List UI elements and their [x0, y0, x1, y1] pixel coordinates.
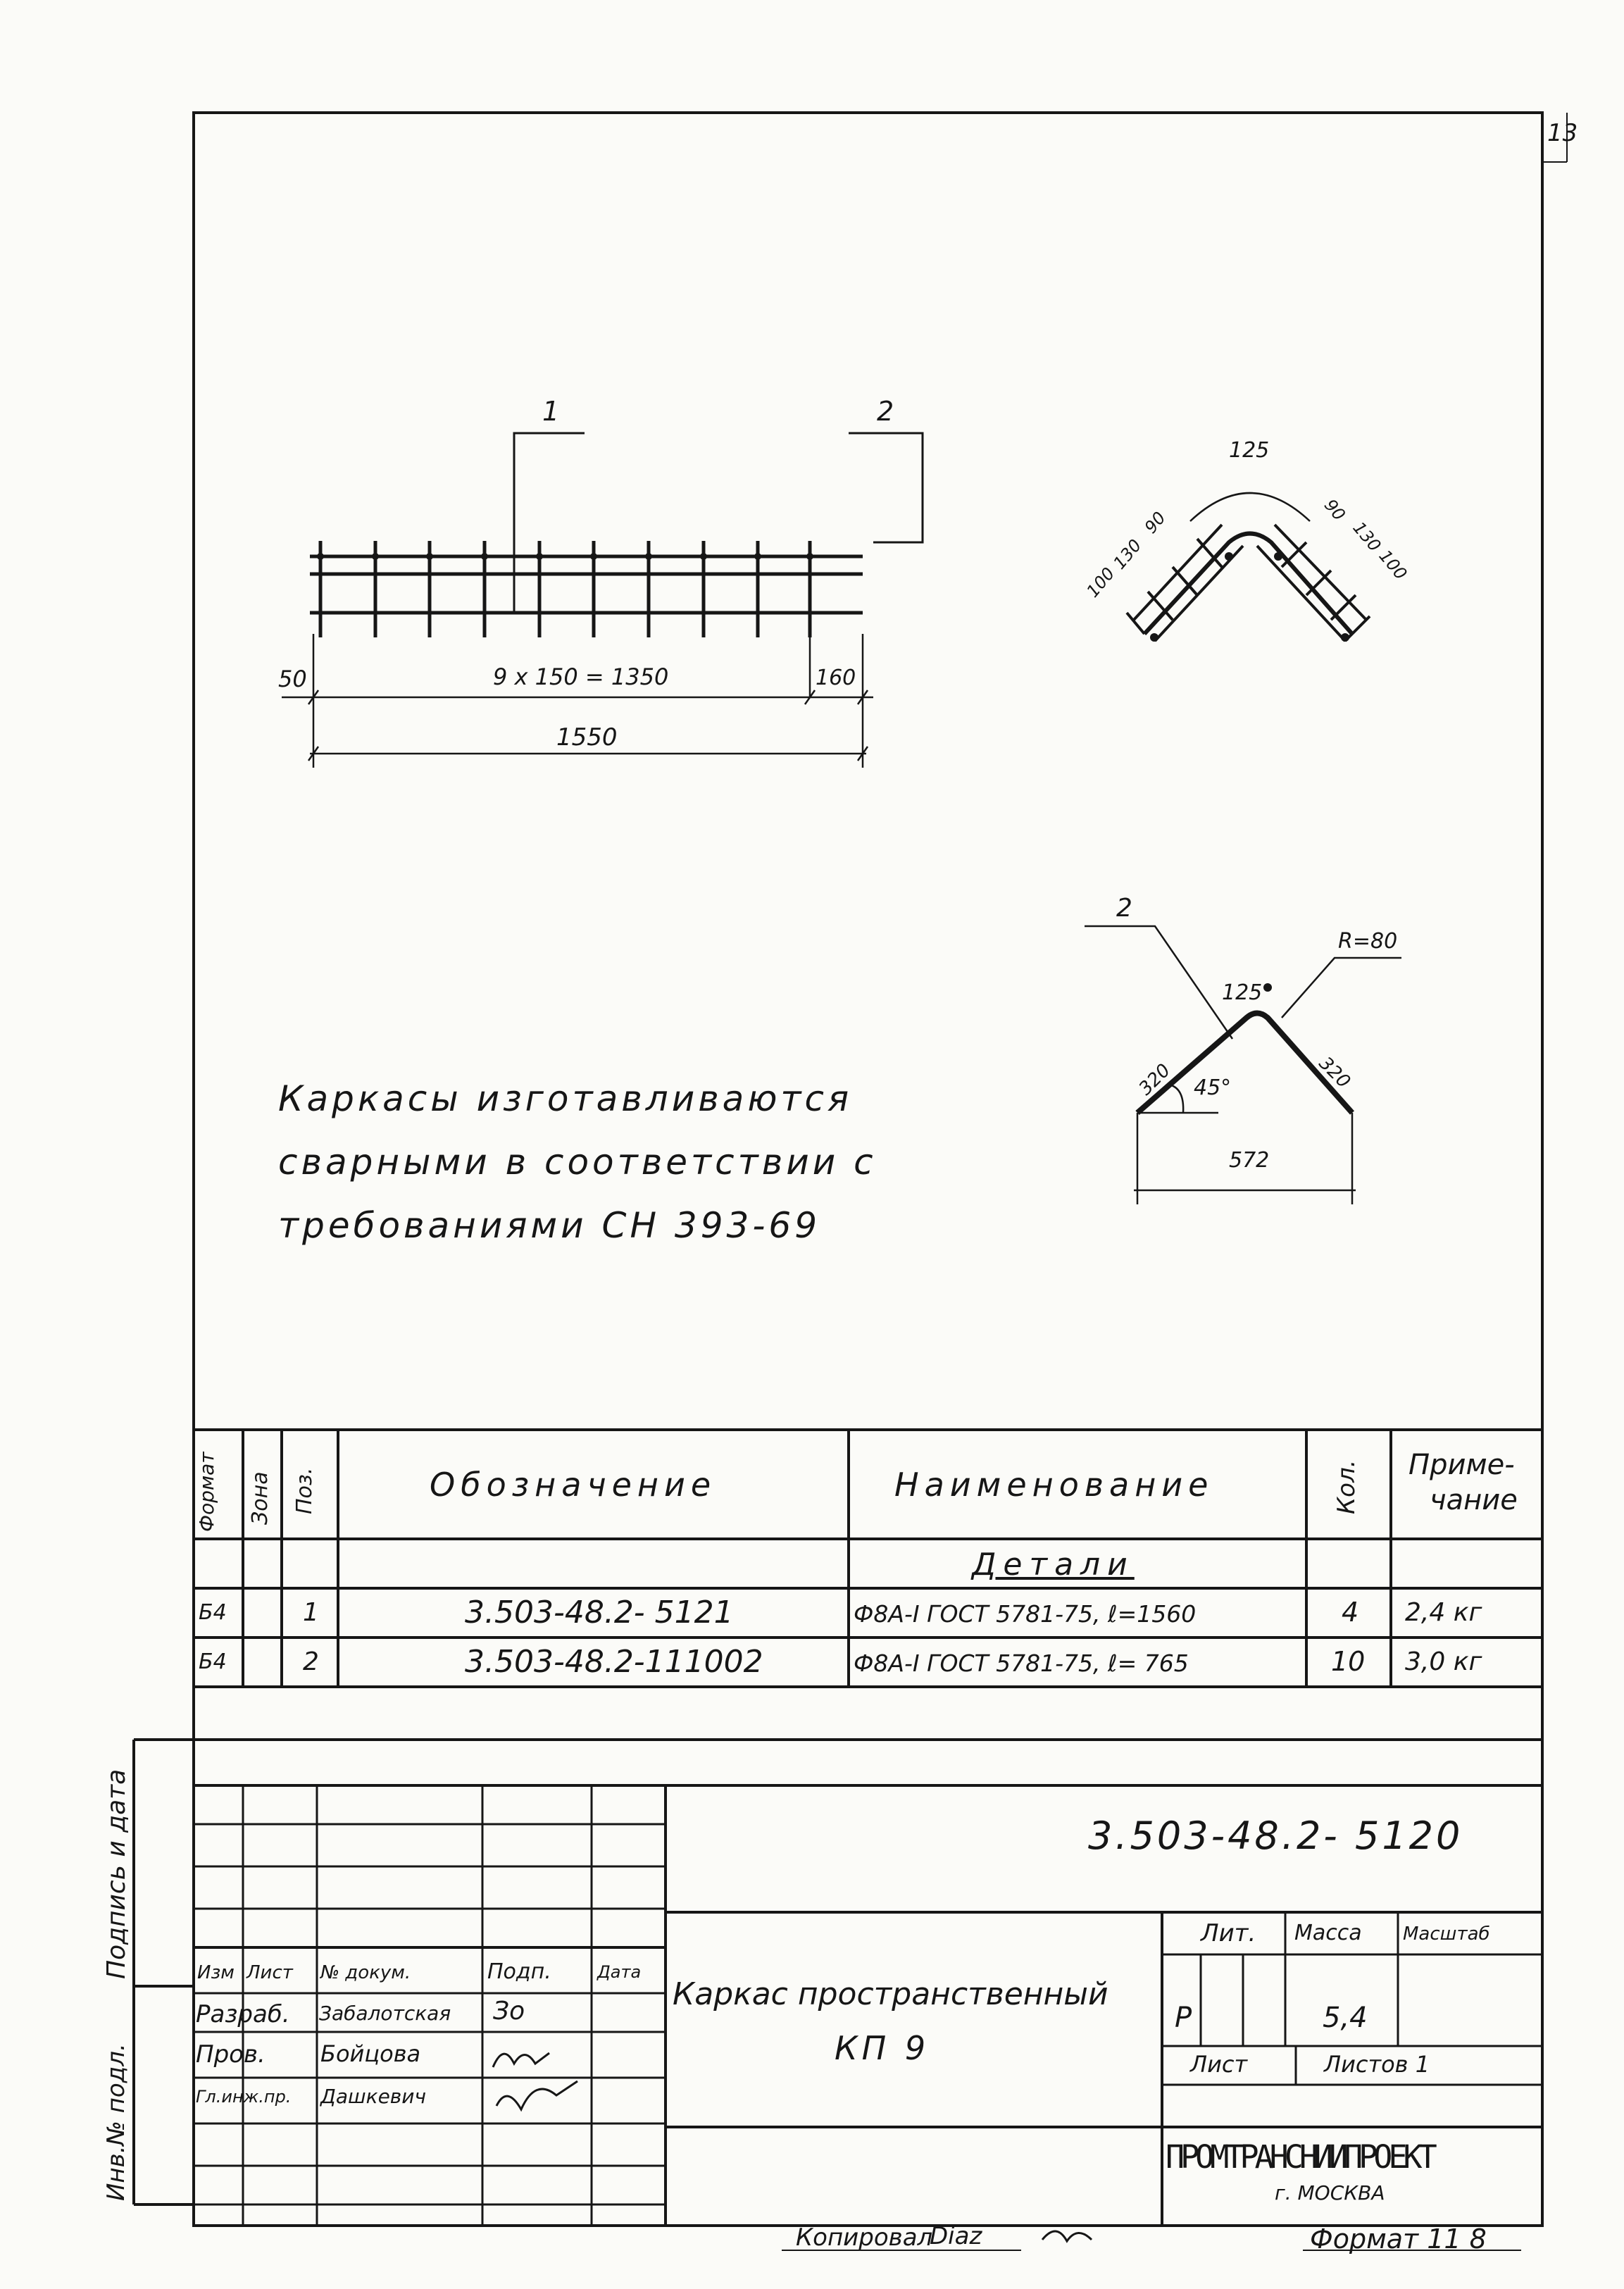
footer-copied: Копировал: [796, 2223, 933, 2252]
row1-designation: 3.503-48.2- 5121: [465, 1595, 734, 1630]
bar-dim-left-leg: 320: [1135, 1059, 1175, 1100]
bent-dim-top: 125: [1229, 438, 1270, 463]
tb-head-list: Лист: [246, 1962, 293, 1983]
row2-name: Ф8А-I ГОСТ 5781-75, ℓ= 765: [854, 1649, 1189, 1677]
bent-dim-left-1: 100: [1082, 563, 1119, 601]
bar-radius: R=80: [1338, 929, 1398, 954]
dim-right: 160: [816, 666, 856, 690]
bent-dim-right-2: 130: [1349, 518, 1385, 556]
tb-name-chief: Дашкевич: [320, 2085, 427, 2108]
th-name: Наименование: [894, 1466, 1214, 1504]
tb-sheet-label: Лист: [1190, 2051, 1248, 2078]
row2-designation: 3.503-48.2-111002: [465, 1644, 763, 1680]
tb-mass-value: 5,4: [1323, 2002, 1368, 2034]
th-qty: Кол.: [1332, 1459, 1361, 1514]
th-zone: Зона: [248, 1471, 273, 1525]
bar-dim-right-leg: 320: [1314, 1052, 1354, 1093]
tb-role-chief: Гл.инж.пр.: [196, 2087, 292, 2107]
tb-city: г. МОСКВА: [1275, 2181, 1385, 2204]
bar-dim-top: 125: [1222, 980, 1263, 1005]
tb-role-check: Пров.: [196, 2040, 266, 2069]
bent-dim-left-2: 130: [1109, 535, 1146, 573]
tb-title-1: Каркас пространственный: [673, 1976, 1108, 2012]
tb-title-2: КП 9: [835, 2029, 930, 2067]
tb-sheets-label: Листов 1: [1324, 2051, 1430, 2078]
th-note-1: Приме-: [1408, 1449, 1515, 1481]
row2-format: Б4: [199, 1649, 227, 1674]
tb-name-check: Бойцова: [320, 2040, 421, 2067]
note-line-1: Каркасы изготавливаются: [278, 1078, 853, 1119]
sheet-number: 13: [1547, 119, 1578, 147]
tb-organization: ПРОМТРАНСНИИПРОЕКТ: [1166, 2138, 1433, 2176]
dim-spacing: 9 x 150 = 1350: [493, 663, 669, 690]
row1-name: Ф8А-I ГОСТ 5781-75, ℓ=1560: [854, 1600, 1197, 1628]
th-note-2: чание: [1430, 1484, 1518, 1516]
tb-head-izm: Изм: [197, 1962, 235, 1983]
tb-lit-label: Лит.: [1201, 1919, 1256, 1947]
side-sign-date: Подпись и дата: [102, 1769, 131, 1979]
th-designation: Обозначение: [430, 1466, 717, 1504]
footer-format: Формат 11 8: [1310, 2223, 1487, 2254]
doc-code: 3.503-48.2- 5120: [1088, 1814, 1463, 1858]
bar-dim-base: 572: [1229, 1148, 1270, 1173]
row1-note: 2,4 кг: [1405, 1598, 1482, 1627]
note-line-3: требованиями СН 393-69: [278, 1205, 821, 1246]
row1-qty: 4: [1342, 1597, 1359, 1628]
tb-mass-label: Масса: [1294, 1921, 1362, 1945]
footer-copied-sign: Diaz: [930, 2222, 982, 2250]
side-inv-no: Инв.№ подл.: [102, 2043, 130, 2201]
tb-head-sign: Подп.: [487, 1959, 551, 1984]
tb-scale-label: Масштаб: [1403, 1923, 1490, 1945]
tb-head-docno: № докум.: [320, 1962, 411, 1983]
tb-lit-value: Р: [1175, 2002, 1192, 2034]
tb-head-date: Дата: [597, 1962, 642, 1982]
th-format: Формат: [195, 1452, 218, 1532]
tb-name-dev: Забалотская: [319, 2002, 451, 2025]
mesh-callout-2: 2: [877, 396, 894, 427]
row2-pos: 2: [303, 1647, 319, 1676]
bar-angle: 45°: [1194, 1075, 1232, 1100]
bent-dim-right-3: 100: [1375, 546, 1411, 584]
dim-left: 50: [278, 666, 307, 692]
row2-note: 3,0 кг: [1405, 1647, 1482, 1676]
bar-callout-2: 2: [1116, 894, 1132, 923]
tb-role-dev: Разраб.: [196, 2000, 290, 2028]
bent-dim-right-1: 90: [1320, 495, 1349, 525]
note-line-2: сварными в соответствии с: [278, 1142, 877, 1183]
dim-total: 1550: [556, 723, 618, 751]
tb-sign-dev: Зо: [493, 1997, 525, 2026]
bent-dim-left-3: 90: [1140, 508, 1170, 537]
row1-pos: 1: [303, 1598, 319, 1627]
row1-format: Б4: [199, 1600, 227, 1625]
th-pos: Поз.: [292, 1467, 317, 1514]
mesh-callout-1: 1: [542, 396, 560, 427]
section-title: Детали: [972, 1547, 1135, 1583]
row2-qty: 10: [1331, 1646, 1366, 1677]
